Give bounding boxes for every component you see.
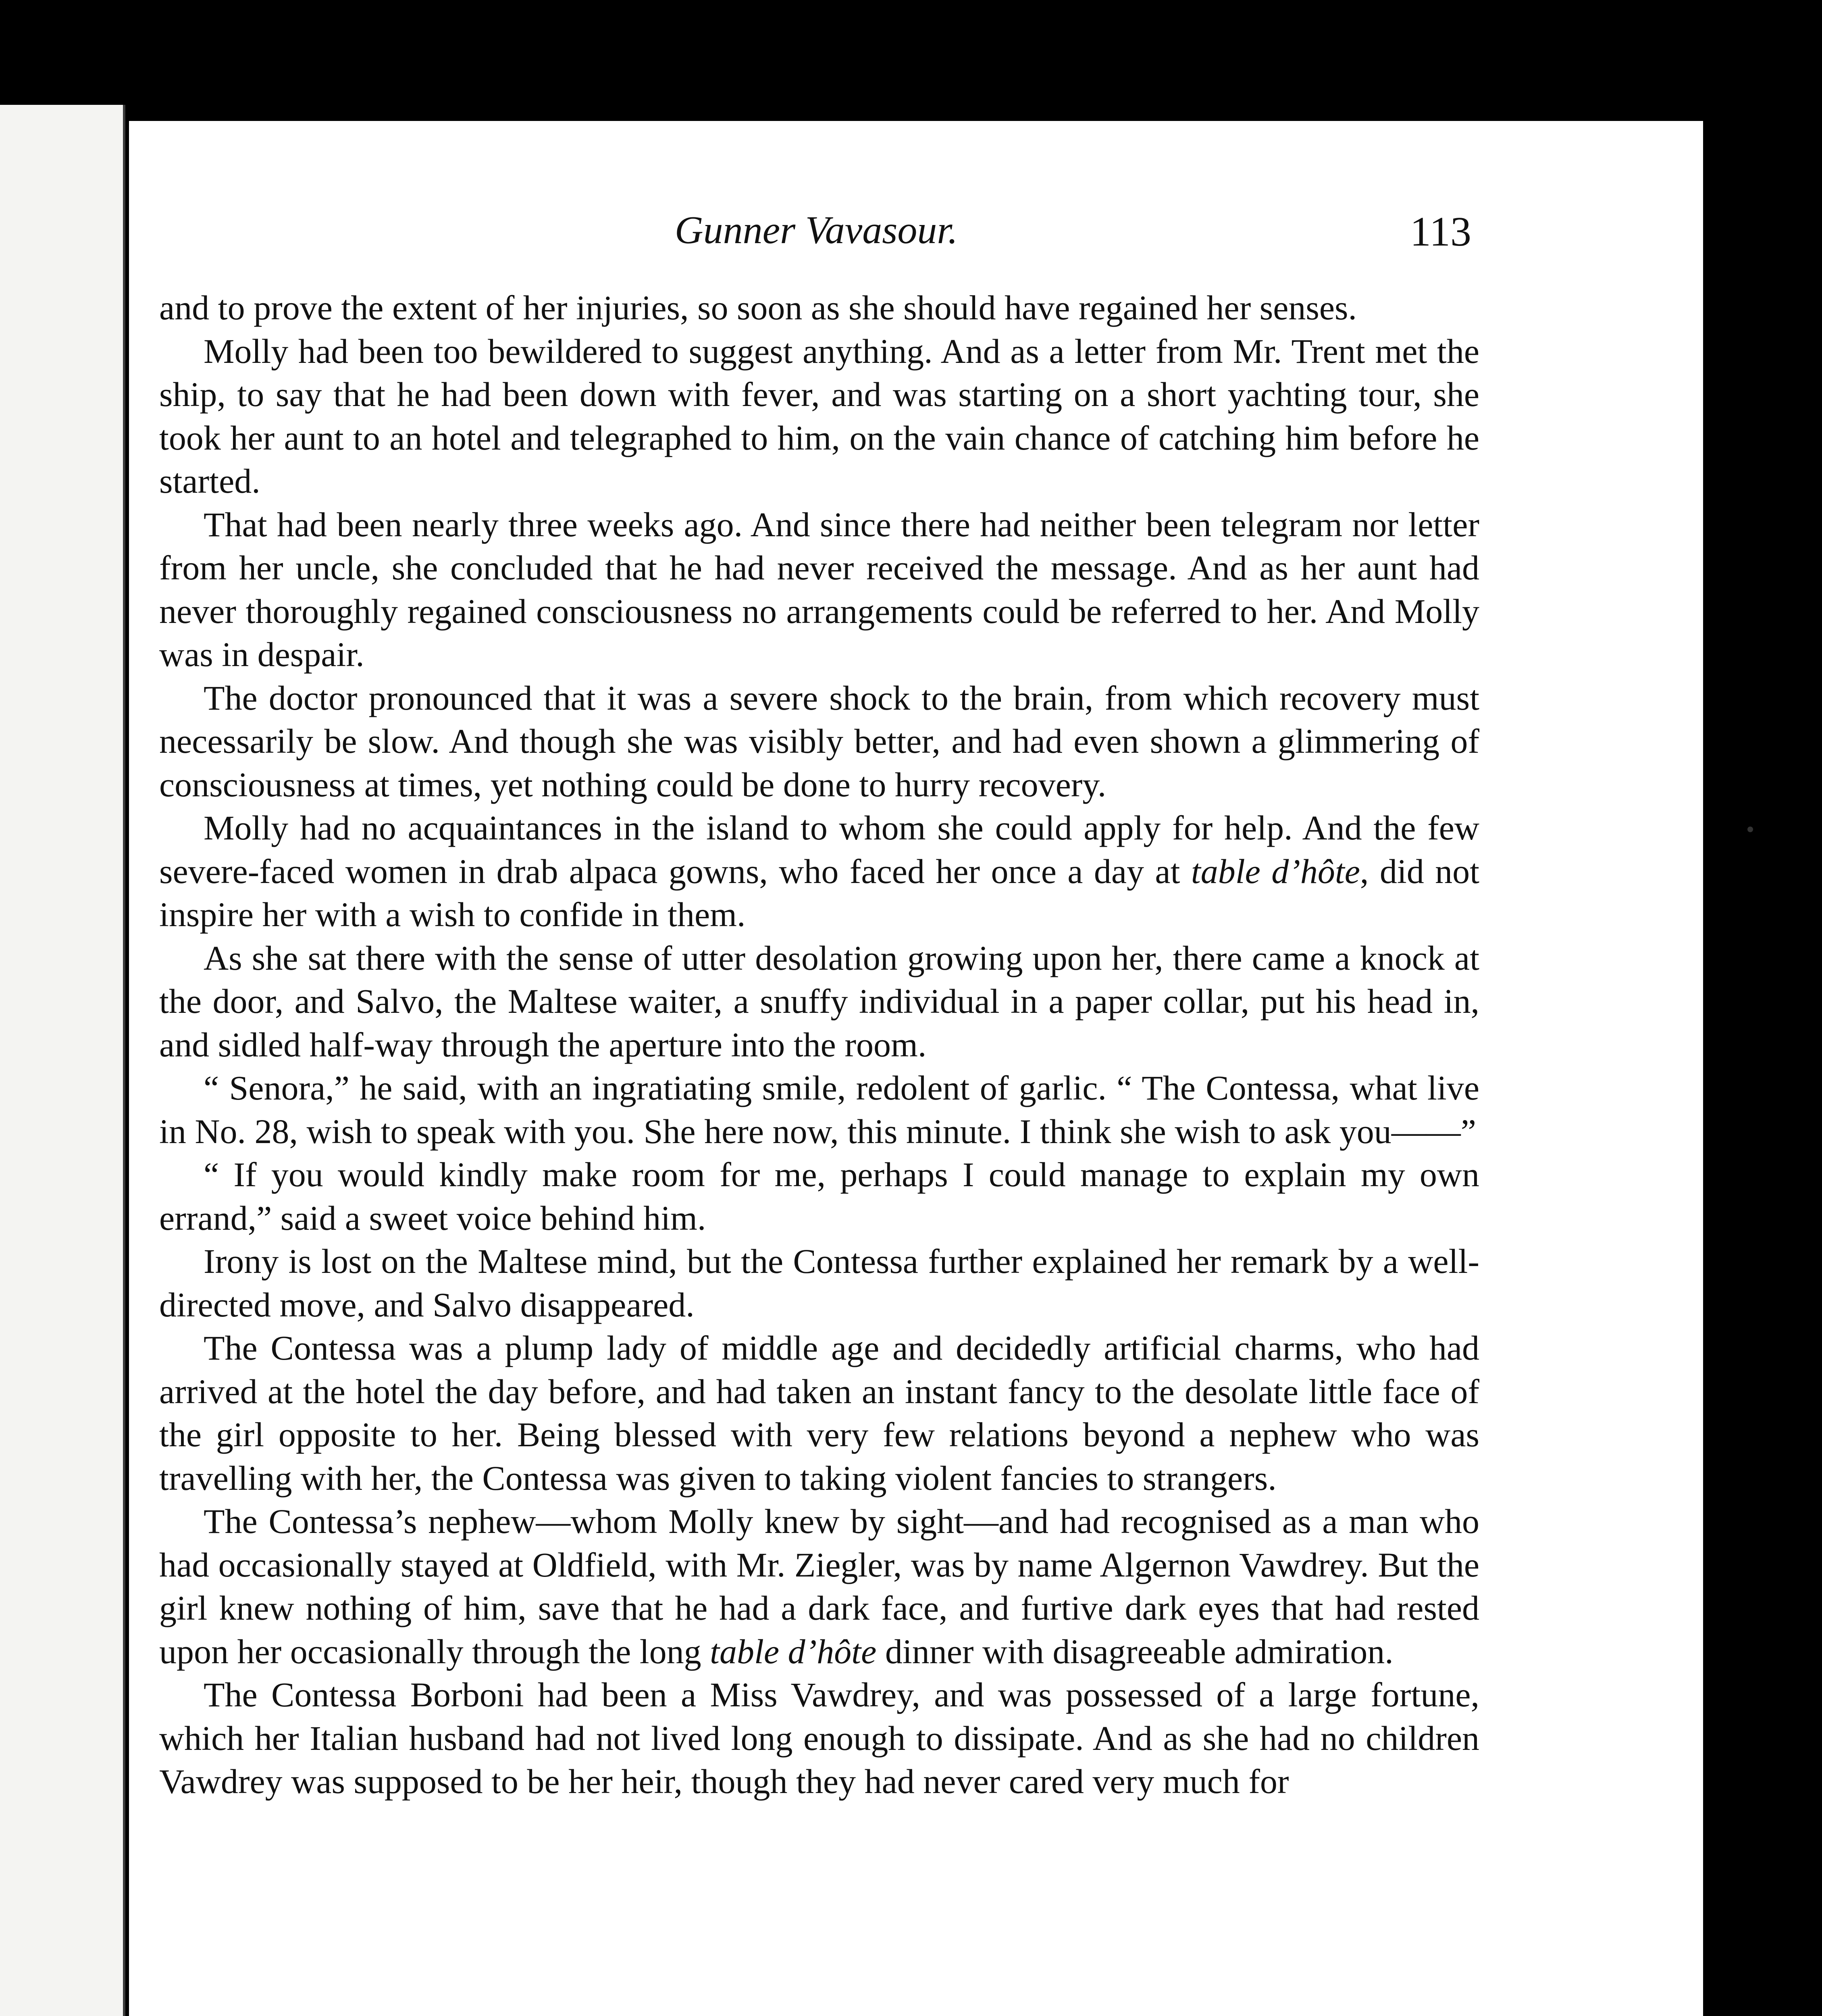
paragraph-text: The Contessa was a plump lady of middle age and decidedly artificial charms, who had arrived at the hotel the day before, and had taken an instant fancy to the desolate little face of the girl opposite to her. Being blessed with very few relations beyond a nephew who was travelling with her, the Contessa was given to taking violent fancies to strangers. [159, 1329, 1479, 1497]
italic-phrase: table d’hôte [710, 1632, 877, 1671]
paragraph [159, 286, 1479, 330]
paragraph [159, 1327, 1479, 1500]
paragraph [159, 1673, 1479, 1804]
paragraph [159, 806, 1479, 937]
paragraph [159, 1500, 1479, 1673]
paragraph [159, 503, 1479, 677]
running-title: Gunner Vavasour. [674, 208, 958, 252]
paragraph [159, 1153, 1479, 1240]
paragraph [159, 1066, 1479, 1153]
paragraph-text: “ Senora,” he said, with an ingratiating smile, redolent of garlic. “ The Contessa, what live in No. 28, wish to speak with you. She here now, this minute. I think she wish to ask you——” [159, 1068, 1479, 1151]
italic-phrase: table d’hôte [1191, 852, 1360, 891]
paragraph-text: Irony is lost on the Maltese mind, but the Contessa further explained her remark by a well-directed move, and Salvo disappeared. [159, 1242, 1479, 1324]
paragraph-text: The Contessa Borboni had been a Miss Vawdrey, and was possessed of a large fortune, which her Italian husband had not lived long enough to dissipate. And as she had no children Vawdrey was supposed to be her heir, though they had never cared very much for [159, 1675, 1479, 1801]
body-text [159, 286, 1479, 1804]
scan-speck [1747, 827, 1753, 832]
paragraph [159, 937, 1479, 1067]
page-number: 113 [1410, 208, 1471, 255]
paragraph-text: “ If you would kindly make room for me, perhaps I could manage to explain my own errand,” said a sweet voice behind him. [159, 1155, 1479, 1237]
paragraph-text: and to prove the extent of her injuries, so soon as she should have regained her senses. [159, 288, 1357, 327]
paragraph-text: Molly had no acquaintances in the island to whom she could apply for help. And the few severe-faced women in drab alpaca gowns, who faced her once a day at [159, 808, 1479, 891]
paragraph-text: Molly had been too bewildered to suggest anything. And as a letter from Mr. Trent met the ship, to say that he had been down with fever, and was starting on a short yachting tour, she took her aunt to an hotel and telegraphed to him, on the vain chance of catching him before he started. [159, 331, 1479, 500]
paragraph [159, 330, 1479, 503]
paragraph-text: As she sat there with the sense of utter desolation growing upon her, there came a knock at the door, and Salvo, the Maltese waiter, a snuffy individual in a paper collar, put his head in, and sidled half-way through the aperture into the room. [159, 938, 1479, 1064]
paragraph-text: The Contessa’s nephew—whom Molly knew by sight—and had recognised as a man who had occasionally stayed at Oldfield, with Mr. Ziegler, was by name Algernon Vawdrey. But the girl knew nothing of him, save that he had a dark face, and furtive dark eyes that had rested upon her occasionally through the long [159, 1502, 1479, 1671]
paragraph-text: The doctor pronounced that it was a severe shock to the brain, from which recovery must necessarily be slow. And though she was visibly better, and had even shown a glimmering of consciousness at times, yet nothing could be done to hurry recovery. [159, 678, 1479, 804]
paragraph-text: dinner with disagreeable admiration. [876, 1632, 1394, 1671]
facing-page-edge [0, 105, 125, 2016]
paragraph-text: That had been nearly three weeks ago. And since there had neither been telegram nor letter from her uncle, she concluded that he had never received the message. And as her aunt had never thoroughly regained consciousness no arrangements could be referred to her. And Molly was in despair. [159, 505, 1479, 674]
paragraph-text: , did not inspire her with a wish to confide in them. [159, 852, 1479, 934]
paragraph [159, 1240, 1479, 1327]
running-head [161, 208, 1471, 264]
paragraph [159, 677, 1479, 807]
